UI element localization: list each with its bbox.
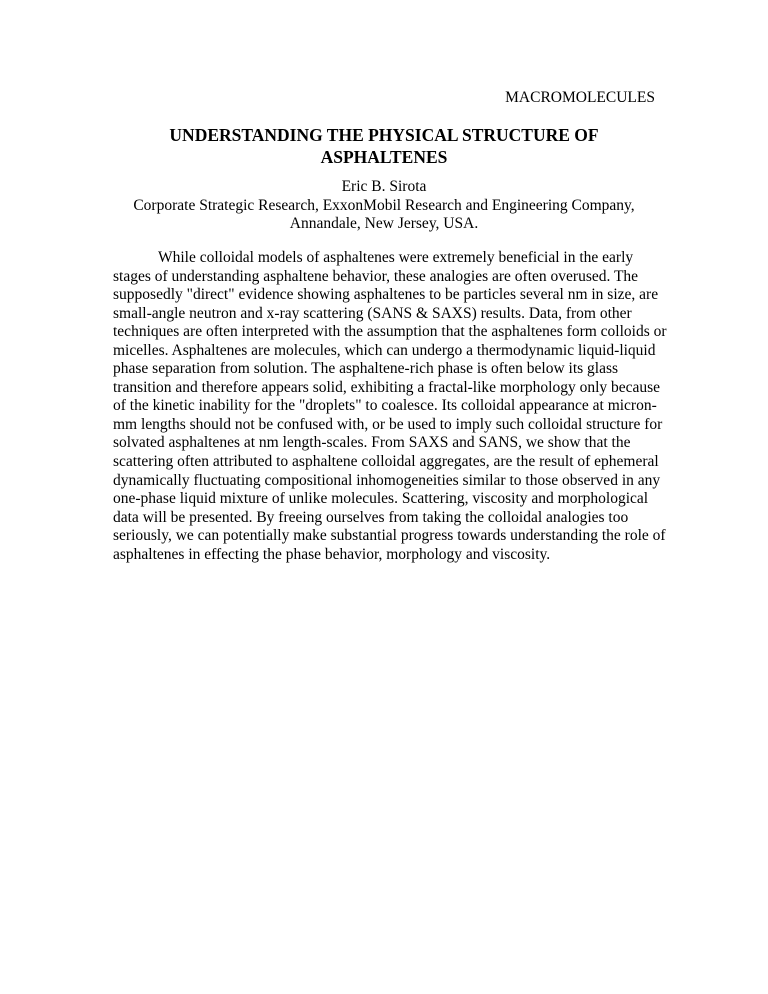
abstract-line: While colloidal models of asphaltenes were extremely beneficial in the early: [158, 249, 634, 266]
running-head: MACROMOLECULES: [505, 89, 655, 106]
paper-title: [100, 124, 668, 168]
abstract-line: data will be presented. By freeing ourselves from taking the colloidal analogies too: [113, 508, 629, 526]
abstract-line: mm lengths should not be confused with, or be used to imply such colloidal structure for: [113, 415, 663, 433]
author-block: [80, 178, 688, 234]
abstract-line: supposedly "direct" evidence showing asphaltenes to be particles several nm in size, are: [113, 286, 659, 304]
abstract-line: transition and therefore appears solid, exhibiting a fractal-like morphology only because: [113, 378, 661, 396]
abstract-line: small-angle neutron and x-ray scattering (SANS & SAXS) results. Data, from other: [113, 304, 632, 322]
title-line: UNDERSTANDING THE PHYSICAL STRUCTURE OF: [169, 125, 599, 145]
affiliation-line: Corporate Strategic Research, ExxonMobil Research and Engineering Company,: [133, 196, 635, 214]
abstract-line: seriously, we can potentially make substantial progress towards understanding the role of: [113, 527, 666, 545]
abstract-line: stages of understanding asphaltene behavior, these analogies are often overused. The: [113, 267, 639, 285]
title-line: ASPHALTENES: [320, 147, 448, 167]
affiliation-line: Annandale, New Jersey, USA.: [289, 215, 479, 232]
abstract-line: techniques are often interpreted with the assumption that the asphaltenes form colloids or: [113, 323, 667, 341]
abstract-paragraph: [113, 249, 667, 564]
abstract-line: of the kinetic inability for the "droplets" to coalesce. Its colloidal appearance at micron-: [113, 397, 657, 415]
abstract-line: micelles. Asphaltenes are molecules, which can undergo a thermodynamic liquid-liquid: [113, 341, 656, 359]
abstract-line: phase separation from solution. The asphaltene-rich phase is often below its glass: [113, 360, 619, 378]
author-name: Eric B. Sirota: [341, 178, 427, 195]
abstract-line: one-phase liquid mixture of unlike molecules. Scattering, viscosity and morphological: [113, 490, 649, 508]
abstract-line: asphaltenes in effecting the phase behavior, morphology and viscosity.: [113, 545, 551, 563]
abstract-line: dynamically fluctuating compositional inhomogeneities similar to those observed in any: [113, 471, 661, 489]
abstract-line: solvated asphaltenes at nm length-scales. From SAXS and SANS, we show that the: [113, 434, 631, 452]
abstract-line: scattering often attributed to asphaltene colloidal aggregates, are the result of ephemeral: [113, 453, 659, 471]
